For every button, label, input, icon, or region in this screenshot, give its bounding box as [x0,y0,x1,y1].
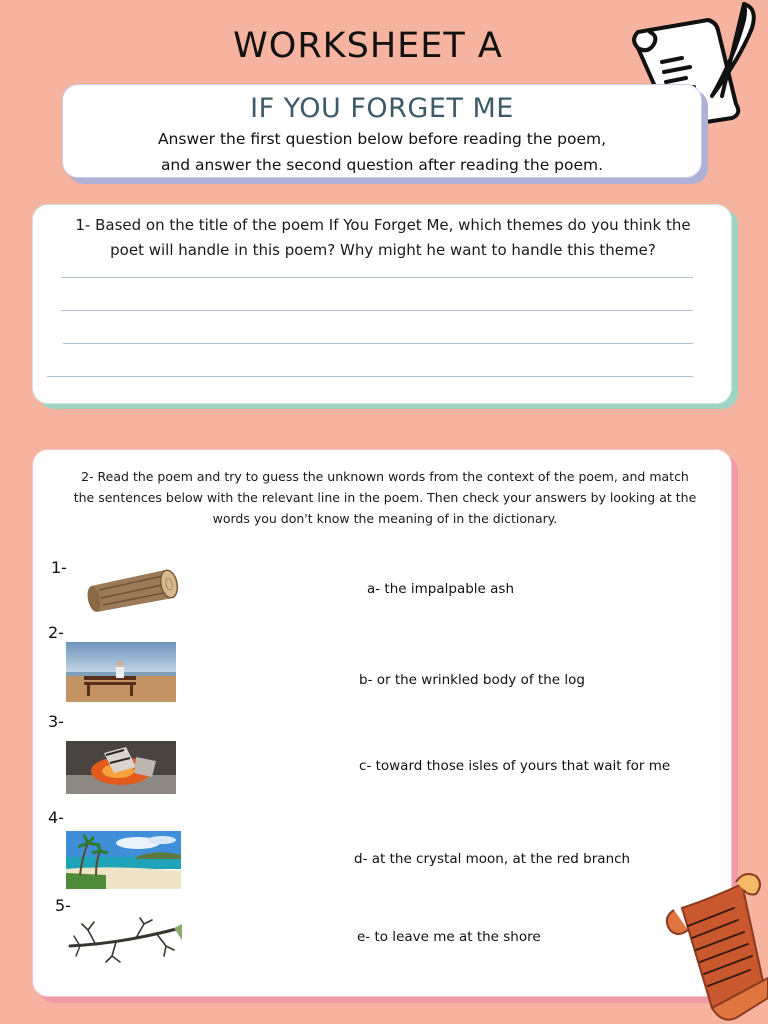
sentence-c: c- toward those isles of yours that wait for me [359,758,671,774]
item-number: 5- [55,896,71,915]
sentence-a: a- the impalpable ash [367,581,514,597]
answer-line[interactable] [61,310,693,311]
question-2-line-1: 2- Read the poem and try to guess the unknown words from the context of the poem, and match [81,469,689,484]
tropical-island-image [66,831,181,889]
log-image [79,562,183,616]
answer-line[interactable] [63,343,693,344]
question-2-line-2: the sentences below with the relevant line in the poem. Then check your answers by looking at the [73,490,697,505]
question-1-line-1: 1- Based on the title of the poem If You Forget Me, which themes do you think the [75,216,691,234]
poem-title: IF YOU FORGET ME [250,93,514,124]
rolled-paper-icon [652,868,768,1024]
instructions [63,126,701,178]
title-card [62,84,702,178]
bench-on-beach-image [66,642,176,702]
item-number: 3- [48,712,64,731]
worksheet-title: WORKSHEET A [233,26,503,66]
question-2-card [32,449,732,997]
item-number: 4- [48,808,64,827]
sentence-e: e- to leave me at the shore [357,929,541,945]
question-2-text [47,466,723,529]
item-number: 1- [51,558,67,577]
answer-line[interactable] [47,376,693,377]
item-number: 2- [48,623,64,642]
burning-embers-image [66,741,176,794]
instructions-line-2: and answer the second question after reading the poem. [160,156,604,174]
instructions-line-1: Answer the first question below before reading the poem, [157,130,607,148]
question-1-text [43,213,723,263]
sentence-d: d- at the crystal moon, at the red branch [354,851,631,867]
question-1-line-2: poet will handle in this poem? Why might he want to handle this theme? [110,241,656,259]
answer-line[interactable] [61,277,693,278]
bare-branch-image [66,916,182,964]
sentence-b: b- or the wrinkled body of the log [359,672,585,688]
question-1-card [32,204,732,404]
question-2-line-3: words you don't know the meaning of in the dictionary. [212,511,558,526]
